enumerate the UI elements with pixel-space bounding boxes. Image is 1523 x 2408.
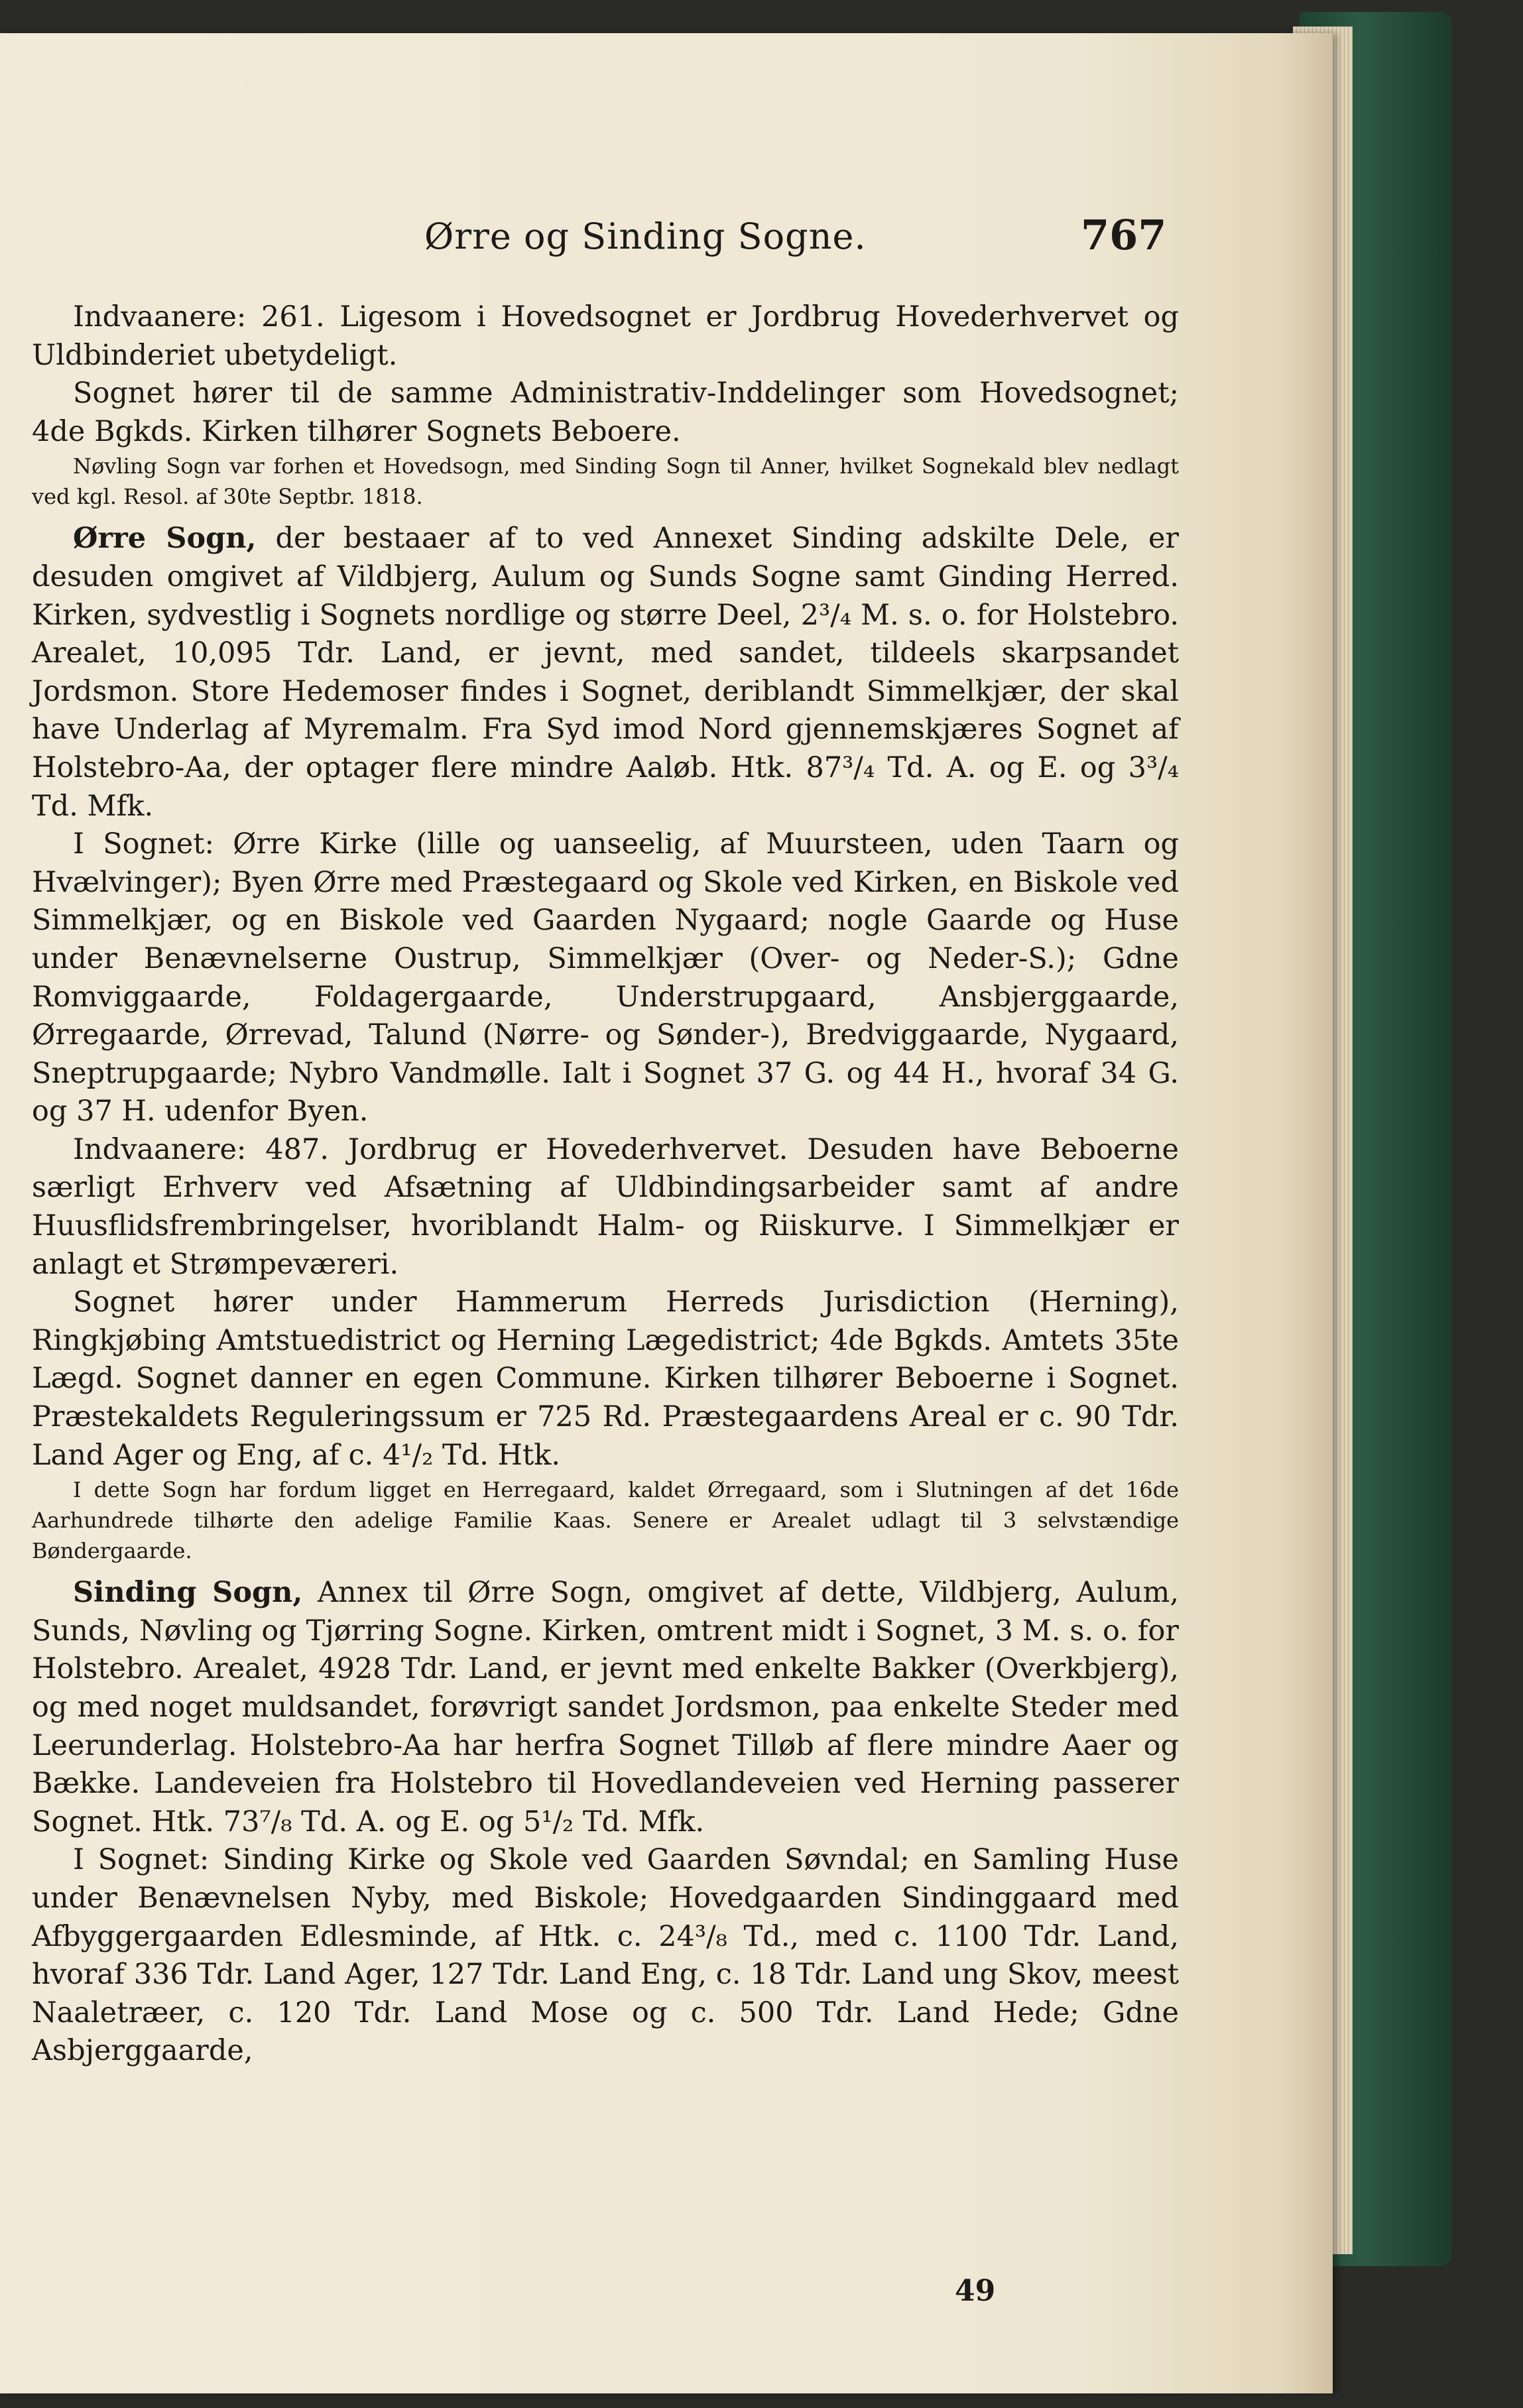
footnote: I dette Sogn har fordum ligget en Herregaard, kaldet Ørregaard, som i Slutningen af det 16de Aarhundrede tilhørte den adelige Familie Kaas. Senere er Arealet udlagt til 3 selvstændige Bøndergaarde. bbox=[32, 1477, 1179, 1564]
page-header bbox=[0, 192, 1333, 265]
book-page bbox=[0, 33, 1333, 2393]
section-heading: Ørre Sogn, bbox=[73, 522, 257, 556]
paragraph: Ørre Sogn, der bestaaer af to ved Annexet Sinding adskilte Dele, er desuden omgivet af Vildbjerg, Aulum og Sunds Sogne samt Ginding Herred. Kirken, sydvestlig i Sognets nordlige og større Deel, 2³/₄ M. s. o. for Holstebro. Arealet, 10,095 Tdr. Land, er jevnt, med sandet, tildeels skarpsandet Jordsmon. Store Hedemoser findes i Sognet, deriblandt Simmelkjær, der skal have Underlag af Myremalm. Fra Syd imod Nord gjennemskjæres Sognet af Holstebro-Aa, der optager flere mindre Aaløb. Htk. 87³/₄ Td. A. og E. og 3³/₄ Td. Mfk. bbox=[32, 522, 1179, 823]
paragraph: Sinding Sogn, Annex til Ørre Sogn, omgivet af dette, Vildbjerg, Aulum, Sunds, Nøvling og Tjørring Sogne. Kirken, omtrent midt i Sognet, 3 M. s. o. for Holstebro. Arealet, 4928 Tdr. Land, er jevnt med enkelte Bakker (Overkbjerg), og med noget muldsandet, forøvrigt sandet Jordsmon, paa enkelte Steder med Leerunderlag. Holstebro-Aa har herfra Sognet Tilløb af flere mindre Aaer og Bække. Landeveien fra Holstebro til Hovedlandeveien ved Herning passerer Sognet. Htk. 73⁷/₈ Td. A. og E. og 5¹/₂ Td. Mfk. bbox=[32, 1576, 1180, 1838]
running-head: Ørre og Sinding Sogne. bbox=[424, 215, 867, 257]
section-heading: Sinding Sogn, bbox=[73, 1576, 303, 1610]
paragraph: I Sognet: Sinding Kirke og Skole ved Gaarden Søvndal; en Samling Huse under Benævnelsen Nyby, med Biskole; Hovedgaarden Sindinggaard med Afbyggergaarden Edlesminde, af Htk. c. 24³/₈ Td., med c. 1100 Tdr. Land, hvoraf 336 Tdr. Land Ager, 127 Tdr. Land Eng, c. 18 Tdr. Land ung Skov, meest Naaletræer, c. 120 Tdr. Land Mose og c. 500 Tdr. Land Hede; Gdne Asbjerggaarde, bbox=[32, 1843, 1179, 2068]
signature-mark: 49 bbox=[955, 2274, 996, 2308]
paragraph: Sognet hører til de samme Administrativ-Inddelinger som Hovedsognet; 4de Bgkds. Kirken tilhører Sognets Beboere. bbox=[32, 377, 1179, 448]
paragraph: I Sognet: Ørre Kirke (lille og uanseelig, af Muursteen, uden Taarn og Hvælvinger); Byen Ørre med Præstegaard og Skole ved Kirken, en Biskole ved Simmelkjær, og en Biskole ved Gaarden Nygaard; nogle Gaarde og Huse under Benævnelserne Oustrup, Simmelkjær (Over- og Neder-S.); Gdne Romviggaarde, Foldagergaarde, Understrupgaard, Ansbjerggaarde, Ørregaarde, Ørrevad, Talund (Nørre- og Sønder-), Bredviggaarde, Nygaard, Sneptrupgaarde; Nybro Vandmølle. Ialt i Sognet 37 G. og 44 H., hvoraf 34 G. og 37 H. udenfor Byen. bbox=[32, 827, 1179, 1128]
body-text bbox=[32, 298, 1179, 2071]
paragraph: Indvaanere: 261. Ligesom i Hovedsognet er Jordbrug Hovederhvervet og Uldbinderiet ubetydeligt. bbox=[32, 300, 1179, 372]
page-number: 767 bbox=[1081, 211, 1167, 259]
paragraph: Indvaanere: 487. Jordbrug er Hovederhvervet. Desuden have Beboerne særligt Erhverv ved Afsætning af Uldbindingsarbeider samt af andre Huusflidsfrembringelser, hvoriblandt Halm- og Riiskurve. I Simmelkjær er anlagt et Strømpeværeri. bbox=[32, 1132, 1179, 1281]
paragraph: Sognet hører under Hammerum Herreds Jurisdiction (Herning), Ringkjøbing Amtstuedistrict og Herning Lægedistrict; 4de Bgkds. Amtets 35te Lægd. Sognet danner en egen Commune. Kirken tilhører Beboerne i Sognet. Præstekaldets Reguleringssum er 725 Rd. Præstegaardens Areal er c. 90 Tdr. Land Ager og Eng, af c. 4¹/₂ Td. Htk. bbox=[32, 1286, 1179, 1472]
footnote: Nøvling Sogn var forhen et Hovedsogn, med Sinding Sogn til Anner, hvilket Sognekald blev nedlagt ved kgl. Resol. af 30te Septbr. 1818. bbox=[32, 453, 1179, 510]
